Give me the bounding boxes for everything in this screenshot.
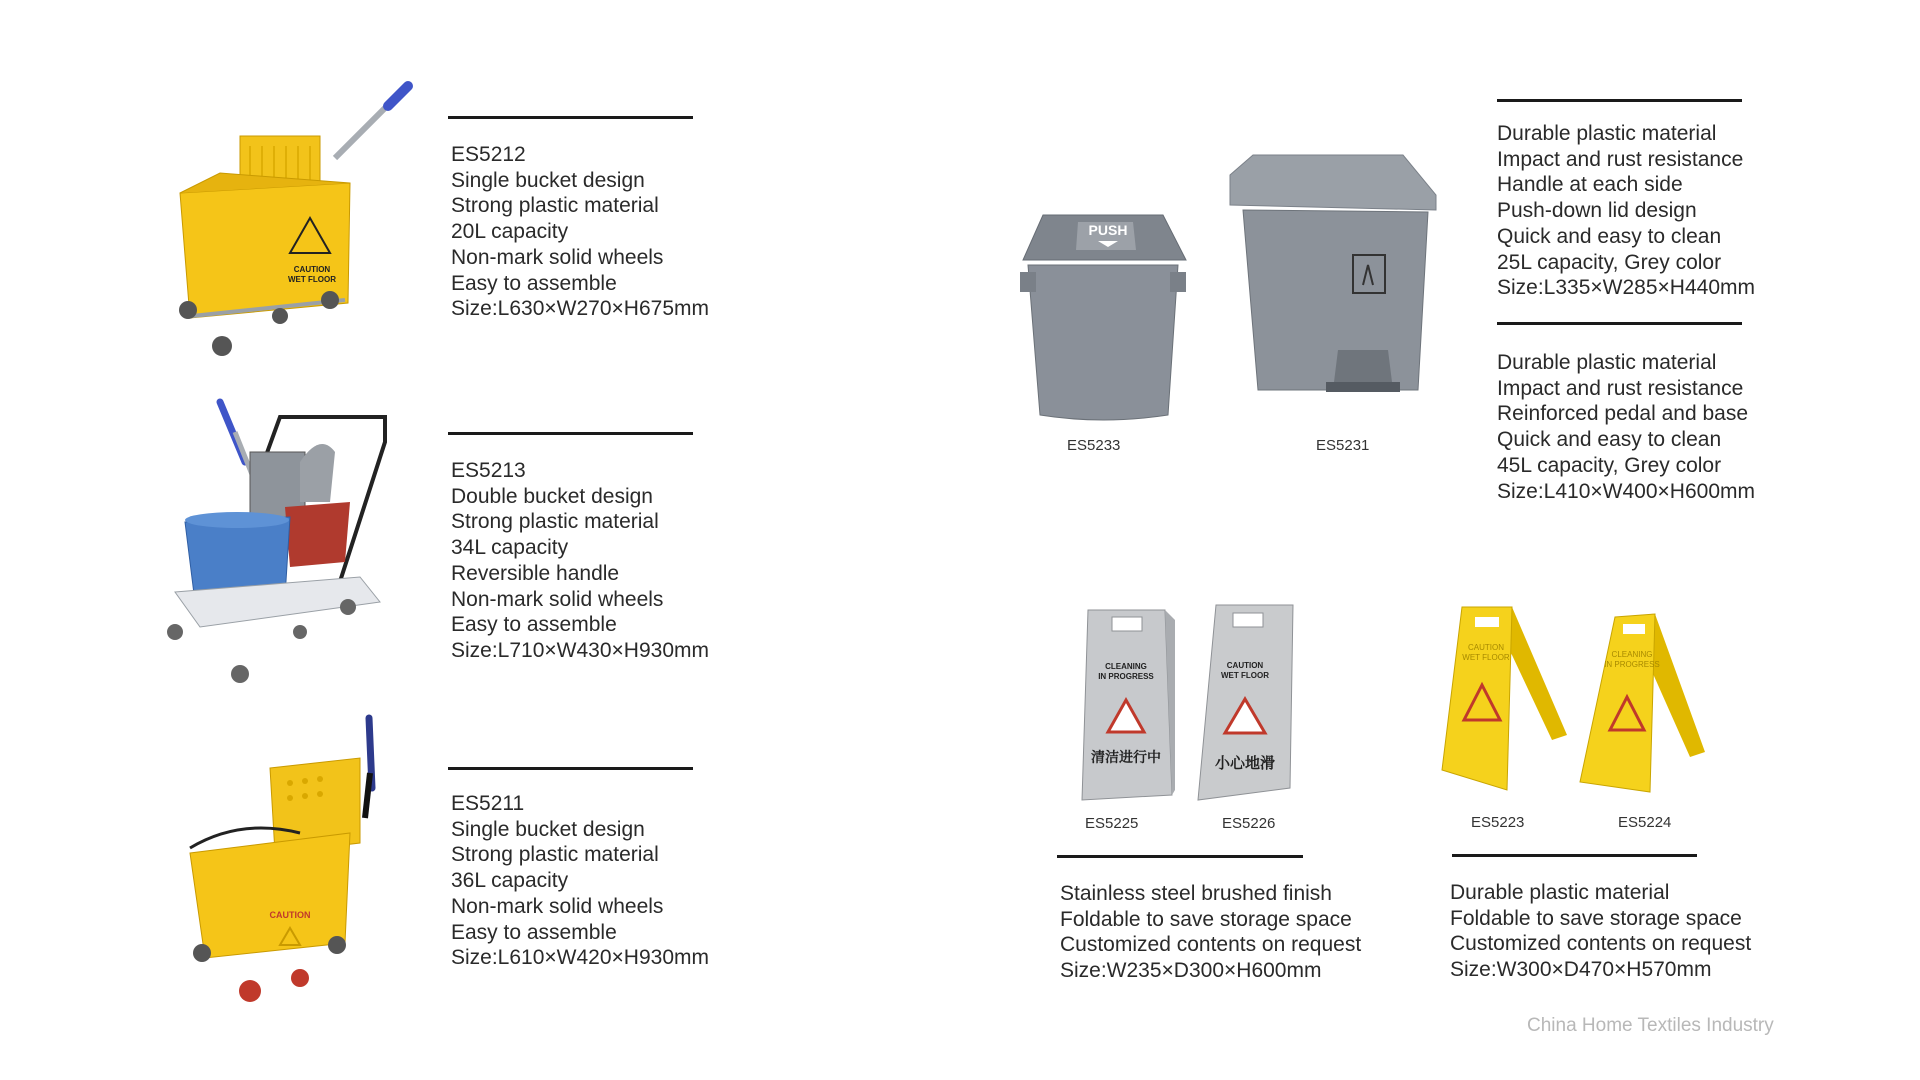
sign-es5225-image <box>1080 605 1175 805</box>
divider-bin-b <box>1497 322 1742 325</box>
product-code: ES5213 <box>451 459 526 482</box>
feature: Easy to assemble <box>451 271 617 295</box>
feature: Foldable to save storage space <box>1060 907 1352 931</box>
feature: Non-mark solid wheels <box>451 894 664 918</box>
sign-en-line1: CLEANING <box>1611 650 1653 659</box>
feature: Non-mark solid wheels <box>451 245 664 269</box>
feature: Foldable to save storage space <box>1450 906 1742 930</box>
sign-en-line2: IN PROGRESS <box>1098 672 1154 681</box>
feature: Strong plastic material <box>451 510 659 534</box>
bucket-sign-wet-floor: WET FLOOR <box>288 275 336 284</box>
feature: Strong plastic material <box>451 194 659 218</box>
feature: Durable plastic material <box>1497 351 1717 374</box>
spec-es5211 <box>451 791 709 971</box>
feature: Quick and easy to clean <box>1497 428 1722 452</box>
feature: Impact and rust resistance <box>1497 376 1744 400</box>
feature: Reinforced pedal and base <box>1497 402 1749 426</box>
sign-code-es5224: ES5224 <box>1618 814 1672 831</box>
feature: Durable plastic material <box>1497 122 1717 145</box>
divider-bin-a <box>1497 99 1742 102</box>
product-code: ES5211 <box>451 792 525 815</box>
footer-watermark: China Home Textiles Industry <box>1527 1015 1774 1036</box>
sign-code-es5225: ES5225 <box>1085 815 1139 832</box>
spec-es5213 <box>451 458 709 664</box>
spec-es5212 <box>451 142 709 322</box>
feature: Reversible handle <box>451 561 620 585</box>
mop-bucket-es5213-image <box>160 392 400 692</box>
sign-cn: 清洁进行中 <box>1091 750 1161 766</box>
feature: Quick and easy to clean <box>1497 224 1722 248</box>
feature: Handle at each side <box>1497 173 1683 197</box>
size: Size:W235×D300×H600mm <box>1060 959 1322 983</box>
sign-en-line1: CLEANING <box>1105 662 1147 671</box>
divider-es5213 <box>448 432 693 435</box>
feature: Single bucket design <box>451 168 645 192</box>
feature: Customized contents on request <box>1450 932 1752 956</box>
sign-code-es5223: ES5223 <box>1471 814 1525 831</box>
bin-es5233-image <box>1018 210 1190 425</box>
mop-bucket-es5211-image <box>180 713 390 1008</box>
feature: Durable plastic material <box>1450 881 1670 904</box>
size: Size:L410×W400×H600mm <box>1497 479 1755 503</box>
size: Size:L630×W270×H675mm <box>451 297 709 321</box>
bucket-sign-caution: CAUTION <box>269 910 311 920</box>
feature: Non-mark solid wheels <box>451 587 664 611</box>
size: Size:L710×W430×H930mm <box>451 638 709 662</box>
feature: Single bucket design <box>451 817 645 841</box>
bin-code-es5231: ES5231 <box>1316 437 1370 454</box>
feature: Push-down lid design <box>1497 199 1697 223</box>
product-code: ES5212 <box>451 143 526 166</box>
divider-steel-signs <box>1057 855 1303 858</box>
sign-es5223-image <box>1442 605 1572 795</box>
sign-cn: 小心地滑 <box>1214 754 1276 772</box>
feature: Easy to assemble <box>451 920 617 944</box>
size: Size:L335×W285×H440mm <box>1497 276 1755 300</box>
sign-en-line2: WET FLOOR <box>1462 653 1510 662</box>
feature: Easy to assemble <box>451 613 617 637</box>
sign-en-line2: IN PROGRESS <box>1604 660 1660 669</box>
feature: Stainless steel brushed finish <box>1060 882 1332 905</box>
bin-es5231-image <box>1228 150 1438 400</box>
divider-plastic-signs <box>1452 854 1697 857</box>
feature: 25L capacity, Grey color <box>1497 250 1722 274</box>
feature: Customized contents on request <box>1060 933 1362 957</box>
feature: Impact and rust resistance <box>1497 147 1744 171</box>
bin-code-es5233: ES5233 <box>1067 437 1121 454</box>
sign-en-line2: WET FLOOR <box>1221 671 1269 680</box>
feature: 45L capacity, Grey color <box>1497 453 1722 477</box>
size: Size:L610×W420×H930mm <box>451 946 709 970</box>
feature: 20L capacity <box>451 220 569 244</box>
sign-es5224-image <box>1580 612 1705 802</box>
feature: 34L capacity <box>451 536 569 560</box>
sign-es5226-image <box>1198 603 1298 803</box>
divider-es5212 <box>448 116 693 119</box>
feature: Strong plastic material <box>451 843 659 867</box>
bin-lid-label: PUSH <box>1088 222 1128 238</box>
spec-steel-signs <box>1060 881 1361 984</box>
sign-en-line1: CAUTION <box>1468 643 1504 652</box>
divider-es5211 <box>448 767 693 770</box>
size: Size:W300×D470×H570mm <box>1450 958 1712 982</box>
sign-en-line1: CAUTION <box>1226 661 1264 670</box>
bucket-sign-caution: CAUTION <box>293 265 331 274</box>
feature: Double bucket design <box>451 484 653 508</box>
spec-bin-b <box>1497 350 1755 504</box>
sign-code-es5226: ES5226 <box>1222 815 1276 832</box>
feature: 36L capacity <box>451 869 569 893</box>
spec-plastic-signs <box>1450 880 1751 983</box>
spec-bin-a <box>1497 121 1755 301</box>
mop-bucket-es5212-image <box>170 78 420 363</box>
